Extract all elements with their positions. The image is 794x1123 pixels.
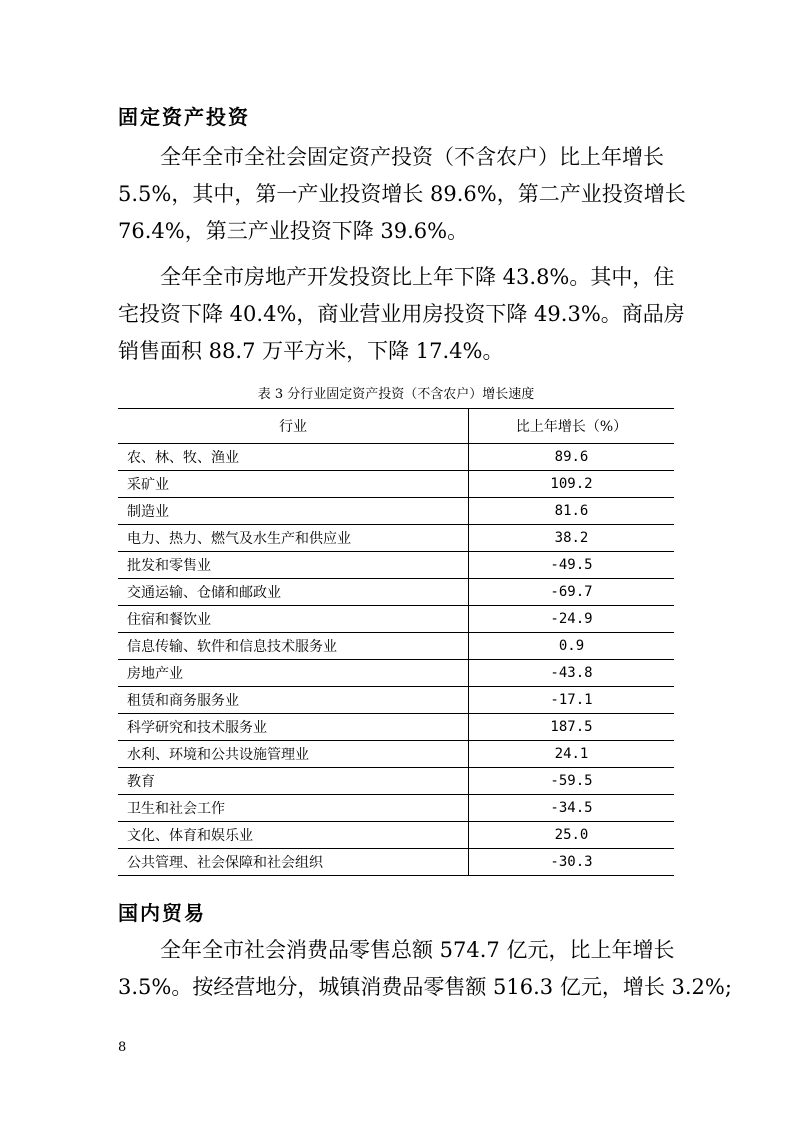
table-row <box>118 822 674 849</box>
industry-investment-growth-table <box>118 408 674 876</box>
page-number: 8 <box>118 1040 127 1055</box>
table-row <box>118 687 674 714</box>
header-industry: 行业 <box>118 409 469 444</box>
paragraph-domestic-trade <box>118 932 732 1006</box>
table-row <box>118 768 674 795</box>
industry-cell: 房地产业 <box>118 660 469 687</box>
growth-cell: -43.8 <box>469 660 675 687</box>
growth-cell: -49.5 <box>469 552 675 579</box>
text-line: 5.5%，其中，第一产业投资增长 89.6%，第二产业投资增长 <box>118 182 686 206</box>
table-row <box>118 714 674 741</box>
growth-cell: 38.2 <box>469 525 675 552</box>
growth-cell: -30.3 <box>469 849 675 876</box>
section-heading-domestic-trade: 国内贸易 <box>118 901 206 925</box>
section-heading-fixed-asset-investment: 固定资产投资 <box>118 105 250 129</box>
industry-cell: 农、林、牧、渔业 <box>118 444 469 471</box>
text-line: 76.4%，第三产业投资下降 39.6%。 <box>118 219 469 243</box>
table-row <box>118 525 674 552</box>
industry-cell: 水利、环境和公共设施管理业 <box>118 741 469 768</box>
text-line: 全年全市全社会固定资产投资（不含农户）比上年增长 <box>160 145 664 169</box>
text-line: 全年全市房地产开发投资比上年下降 43.8%。其中，住 <box>160 265 675 289</box>
growth-cell: 109.2 <box>469 471 675 498</box>
table-row <box>118 471 674 498</box>
paragraph-real-estate-investment <box>118 259 685 370</box>
growth-cell: -59.5 <box>469 768 675 795</box>
growth-cell: 25.0 <box>469 822 675 849</box>
table-row <box>118 579 674 606</box>
industry-cell: 公共管理、社会保障和社会组织 <box>118 849 469 876</box>
growth-cell: 24.1 <box>469 741 675 768</box>
table-row <box>118 660 674 687</box>
industry-cell: 文化、体育和娱乐业 <box>118 822 469 849</box>
growth-cell: 0.9 <box>469 633 675 660</box>
industry-cell: 交通运输、仓储和邮政业 <box>118 579 469 606</box>
table-row <box>118 795 674 822</box>
industry-cell: 住宿和餐饮业 <box>118 606 469 633</box>
growth-cell: -34.5 <box>469 795 675 822</box>
industry-cell: 租赁和商务服务业 <box>118 687 469 714</box>
growth-cell: 89.6 <box>469 444 675 471</box>
table-header-row <box>118 409 674 444</box>
table-row <box>118 849 674 876</box>
industry-cell: 科学研究和技术服务业 <box>118 714 469 741</box>
header-growth: 比上年增长（%） <box>469 409 675 444</box>
industry-cell: 教育 <box>118 768 469 795</box>
table-row <box>118 633 674 660</box>
text-line: 3.5%。按经营地分，城镇消费品零售额 516.3 亿元，增长 3.2%; <box>118 975 732 999</box>
industry-cell: 批发和零售业 <box>118 552 469 579</box>
growth-cell: -24.9 <box>469 606 675 633</box>
table-row <box>118 552 674 579</box>
table-row <box>118 606 674 633</box>
industry-cell: 卫生和社会工作 <box>118 795 469 822</box>
table-row <box>118 498 674 525</box>
table-row <box>118 741 674 768</box>
growth-cell: -17.1 <box>469 687 675 714</box>
growth-cell: 81.6 <box>469 498 675 525</box>
growth-cell: -69.7 <box>469 579 675 606</box>
growth-cell: 187.5 <box>469 714 675 741</box>
text-line: 全年全市社会消费品零售总额 574.7 亿元，比上年增长 <box>160 938 675 962</box>
table-row <box>118 444 674 471</box>
paragraph-fixed-asset-investment <box>118 139 686 250</box>
industry-cell: 采矿业 <box>118 471 469 498</box>
industry-cell: 电力、热力、燃气及水生产和供应业 <box>118 525 469 552</box>
text-line: 宅投资下降 40.4%，商业营业用房投资下降 49.3%。商品房 <box>118 302 685 326</box>
table-caption: 表 3 分行业固定资产投资（不含农户）增长速度 <box>257 387 535 402</box>
text-line: 销售面积 88.7 万平方米，下降 17.4%。 <box>118 339 504 363</box>
industry-cell: 制造业 <box>118 498 469 525</box>
industry-cell: 信息传输、软件和信息技术服务业 <box>118 633 469 660</box>
